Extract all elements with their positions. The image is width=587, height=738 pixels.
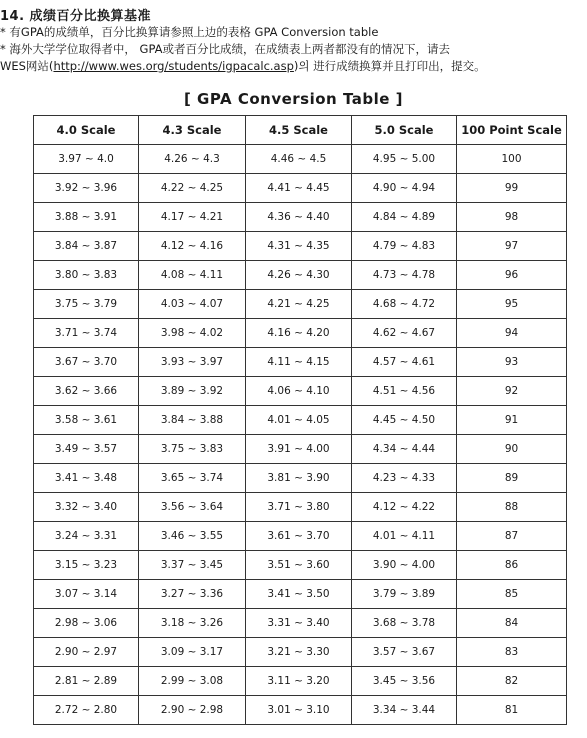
cell-4-5-scale: 3.61 ~ 3.70 <box>246 522 352 551</box>
cell-4-5-scale: 3.11 ~ 3.20 <box>246 667 352 696</box>
cell-4-3-scale: 2.90 ~ 2.98 <box>139 696 246 725</box>
cell-4-0-scale: 3.07 ~ 3.14 <box>34 580 139 609</box>
header-100-point-scale: 100 Point Scale <box>457 116 567 145</box>
cell-5-0-scale: 4.68 ~ 4.72 <box>352 290 457 319</box>
cell-4-5-scale: 3.41 ~ 3.50 <box>246 580 352 609</box>
cell-4-0-scale: 2.81 ~ 2.89 <box>34 667 139 696</box>
cell-5-0-scale: 4.90 ~ 4.94 <box>352 174 457 203</box>
cell-4-0-scale: 3.71 ~ 3.74 <box>34 319 139 348</box>
cell-4-0-scale: 3.49 ~ 3.57 <box>34 435 139 464</box>
cell-5-0-scale: 4.34 ~ 4.44 <box>352 435 457 464</box>
cell-100-point-scale: 99 <box>457 174 567 203</box>
table-row <box>34 377 567 406</box>
table-row <box>34 551 567 580</box>
cell-4-5-scale: 4.41 ~ 4.45 <box>246 174 352 203</box>
cell-4-0-scale: 2.72 ~ 2.80 <box>34 696 139 725</box>
cell-4-3-scale: 4.26 ~ 4.3 <box>139 145 246 174</box>
header-5-0-scale: 5.0 Scale <box>352 116 457 145</box>
table-row <box>34 348 567 377</box>
cell-4-3-scale: 3.56 ~ 3.64 <box>139 493 246 522</box>
cell-100-point-scale: 83 <box>457 638 567 667</box>
table-row <box>34 696 567 725</box>
cell-4-3-scale: 3.93 ~ 3.97 <box>139 348 246 377</box>
cell-4-5-scale: 4.36 ~ 4.40 <box>246 203 352 232</box>
cell-5-0-scale: 3.57 ~ 3.67 <box>352 638 457 667</box>
cell-4-5-scale: 3.91 ~ 4.00 <box>246 435 352 464</box>
cell-5-0-scale: 4.45 ~ 4.50 <box>352 406 457 435</box>
table-title: [ GPA Conversion Table ] <box>183 90 403 108</box>
cell-5-0-scale: 4.51 ~ 4.56 <box>352 377 457 406</box>
cell-4-5-scale: 3.01 ~ 3.10 <box>246 696 352 725</box>
cell-5-0-scale: 3.45 ~ 3.56 <box>352 667 457 696</box>
cell-4-0-scale: 3.97 ~ 4.0 <box>34 145 139 174</box>
cell-4-3-scale: 3.65 ~ 3.74 <box>139 464 246 493</box>
cell-4-3-scale: 4.22 ~ 4.25 <box>139 174 246 203</box>
cell-4-3-scale: 3.84 ~ 3.88 <box>139 406 246 435</box>
table-row <box>34 609 567 638</box>
cell-4-3-scale: 4.03 ~ 4.07 <box>139 290 246 319</box>
cell-100-point-scale: 95 <box>457 290 567 319</box>
table-row <box>34 406 567 435</box>
cell-5-0-scale: 4.79 ~ 4.83 <box>352 232 457 261</box>
table-row <box>34 145 567 174</box>
cell-100-point-scale: 93 <box>457 348 567 377</box>
cell-100-point-scale: 100 <box>457 145 567 174</box>
table-row <box>34 435 567 464</box>
cell-4-5-scale: 3.71 ~ 3.80 <box>246 493 352 522</box>
cell-100-point-scale: 91 <box>457 406 567 435</box>
header-4-3-scale: 4.3 Scale <box>139 116 246 145</box>
cell-4-3-scale: 3.09 ~ 3.17 <box>139 638 246 667</box>
cell-4-5-scale: 4.26 ~ 4.30 <box>246 261 352 290</box>
table-row <box>34 464 567 493</box>
cell-100-point-scale: 97 <box>457 232 567 261</box>
cell-5-0-scale: 3.79 ~ 3.89 <box>352 580 457 609</box>
cell-100-point-scale: 89 <box>457 464 567 493</box>
header-4-5-scale: 4.5 Scale <box>246 116 352 145</box>
cell-5-0-scale: 4.01 ~ 4.11 <box>352 522 457 551</box>
section-title: 14. 成绩百分比换算基准 <box>0 9 152 24</box>
cell-100-point-scale: 96 <box>457 261 567 290</box>
gpa-conversion-table <box>33 115 567 725</box>
cell-100-point-scale: 86 <box>457 551 567 580</box>
cell-4-5-scale: 4.06 ~ 4.10 <box>246 377 352 406</box>
note-overseas-degree: * 海外大学学位取得者中， GPA或者百分比成绩，在成绩表上两者都没有的情况下，请去 <box>0 42 451 56</box>
table-row <box>34 667 567 696</box>
cell-100-point-scale: 85 <box>457 580 567 609</box>
cell-4-3-scale: 3.98 ~ 4.02 <box>139 319 246 348</box>
table-row <box>34 319 567 348</box>
cell-4-3-scale: 3.27 ~ 3.36 <box>139 580 246 609</box>
cell-4-0-scale: 3.80 ~ 3.83 <box>34 261 139 290</box>
cell-4-0-scale: 3.67 ~ 3.70 <box>34 348 139 377</box>
cell-4-3-scale: 4.12 ~ 4.16 <box>139 232 246 261</box>
table-row <box>34 522 567 551</box>
cell-4-0-scale: 3.62 ~ 3.66 <box>34 377 139 406</box>
header-4-0-scale: 4.0 Scale <box>34 116 139 145</box>
cell-4-3-scale: 3.37 ~ 3.45 <box>139 551 246 580</box>
cell-4-5-scale: 3.31 ~ 3.40 <box>246 609 352 638</box>
cell-5-0-scale: 4.62 ~ 4.67 <box>352 319 457 348</box>
cell-4-3-scale: 3.18 ~ 3.26 <box>139 609 246 638</box>
table-row <box>34 232 567 261</box>
cell-100-point-scale: 82 <box>457 667 567 696</box>
cell-4-5-scale: 4.46 ~ 4.5 <box>246 145 352 174</box>
note-gpa-reference: * 有GPA的成绩单，百分比换算请参照上边的表格 GPA Conversion table <box>0 25 379 39</box>
table-row <box>34 203 567 232</box>
note-wes-prefix: WES网站( <box>0 59 54 73</box>
cell-4-0-scale: 3.15 ~ 3.23 <box>34 551 139 580</box>
table-row <box>34 261 567 290</box>
table-row <box>34 638 567 667</box>
cell-4-5-scale: 4.16 ~ 4.20 <box>246 319 352 348</box>
cell-5-0-scale: 4.12 ~ 4.22 <box>352 493 457 522</box>
cell-5-0-scale: 3.34 ~ 3.44 <box>352 696 457 725</box>
cell-100-point-scale: 81 <box>457 696 567 725</box>
cell-4-0-scale: 3.24 ~ 3.31 <box>34 522 139 551</box>
cell-100-point-scale: 84 <box>457 609 567 638</box>
cell-5-0-scale: 3.90 ~ 4.00 <box>352 551 457 580</box>
cell-100-point-scale: 92 <box>457 377 567 406</box>
cell-4-3-scale: 3.46 ~ 3.55 <box>139 522 246 551</box>
cell-4-0-scale: 3.75 ~ 3.79 <box>34 290 139 319</box>
cell-5-0-scale: 4.95 ~ 5.00 <box>352 145 457 174</box>
cell-4-5-scale: 3.51 ~ 3.60 <box>246 551 352 580</box>
cell-4-0-scale: 3.41 ~ 3.48 <box>34 464 139 493</box>
cell-4-5-scale: 3.81 ~ 3.90 <box>246 464 352 493</box>
note-wes-instruction <box>0 58 486 74</box>
cell-4-0-scale: 3.92 ~ 3.96 <box>34 174 139 203</box>
cell-4-3-scale: 2.99 ~ 3.08 <box>139 667 246 696</box>
cell-4-3-scale: 4.17 ~ 4.21 <box>139 203 246 232</box>
cell-4-5-scale: 4.01 ~ 4.05 <box>246 406 352 435</box>
table-row <box>34 174 567 203</box>
cell-5-0-scale: 3.68 ~ 3.78 <box>352 609 457 638</box>
cell-4-3-scale: 4.08 ~ 4.11 <box>139 261 246 290</box>
cell-5-0-scale: 4.84 ~ 4.89 <box>352 203 457 232</box>
cell-4-5-scale: 3.21 ~ 3.30 <box>246 638 352 667</box>
cell-4-0-scale: 2.98 ~ 3.06 <box>34 609 139 638</box>
cell-4-3-scale: 3.89 ~ 3.92 <box>139 377 246 406</box>
cell-5-0-scale: 4.23 ~ 4.33 <box>352 464 457 493</box>
table-row <box>34 580 567 609</box>
cell-4-0-scale: 3.84 ~ 3.87 <box>34 232 139 261</box>
cell-4-0-scale: 3.88 ~ 3.91 <box>34 203 139 232</box>
cell-100-point-scale: 98 <box>457 203 567 232</box>
table-body <box>34 145 567 725</box>
cell-4-5-scale: 4.21 ~ 4.25 <box>246 290 352 319</box>
note-wes-suffix: )의 进行成绩换算并且打印出，提交。 <box>293 59 486 73</box>
cell-100-point-scale: 87 <box>457 522 567 551</box>
cell-100-point-scale: 88 <box>457 493 567 522</box>
table-header-row <box>34 116 567 145</box>
wes-link[interactable]: http://www.wes.org/students/igpacalc.asp <box>53 59 294 73</box>
cell-4-5-scale: 4.31 ~ 4.35 <box>246 232 352 261</box>
cell-100-point-scale: 90 <box>457 435 567 464</box>
cell-4-0-scale: 3.32 ~ 3.40 <box>34 493 139 522</box>
cell-100-point-scale: 94 <box>457 319 567 348</box>
table-row <box>34 493 567 522</box>
cell-4-5-scale: 4.11 ~ 4.15 <box>246 348 352 377</box>
cell-5-0-scale: 4.57 ~ 4.61 <box>352 348 457 377</box>
cell-4-3-scale: 3.75 ~ 3.83 <box>139 435 246 464</box>
cell-5-0-scale: 4.73 ~ 4.78 <box>352 261 457 290</box>
table-row <box>34 290 567 319</box>
cell-4-0-scale: 2.90 ~ 2.97 <box>34 638 139 667</box>
cell-4-0-scale: 3.58 ~ 3.61 <box>34 406 139 435</box>
